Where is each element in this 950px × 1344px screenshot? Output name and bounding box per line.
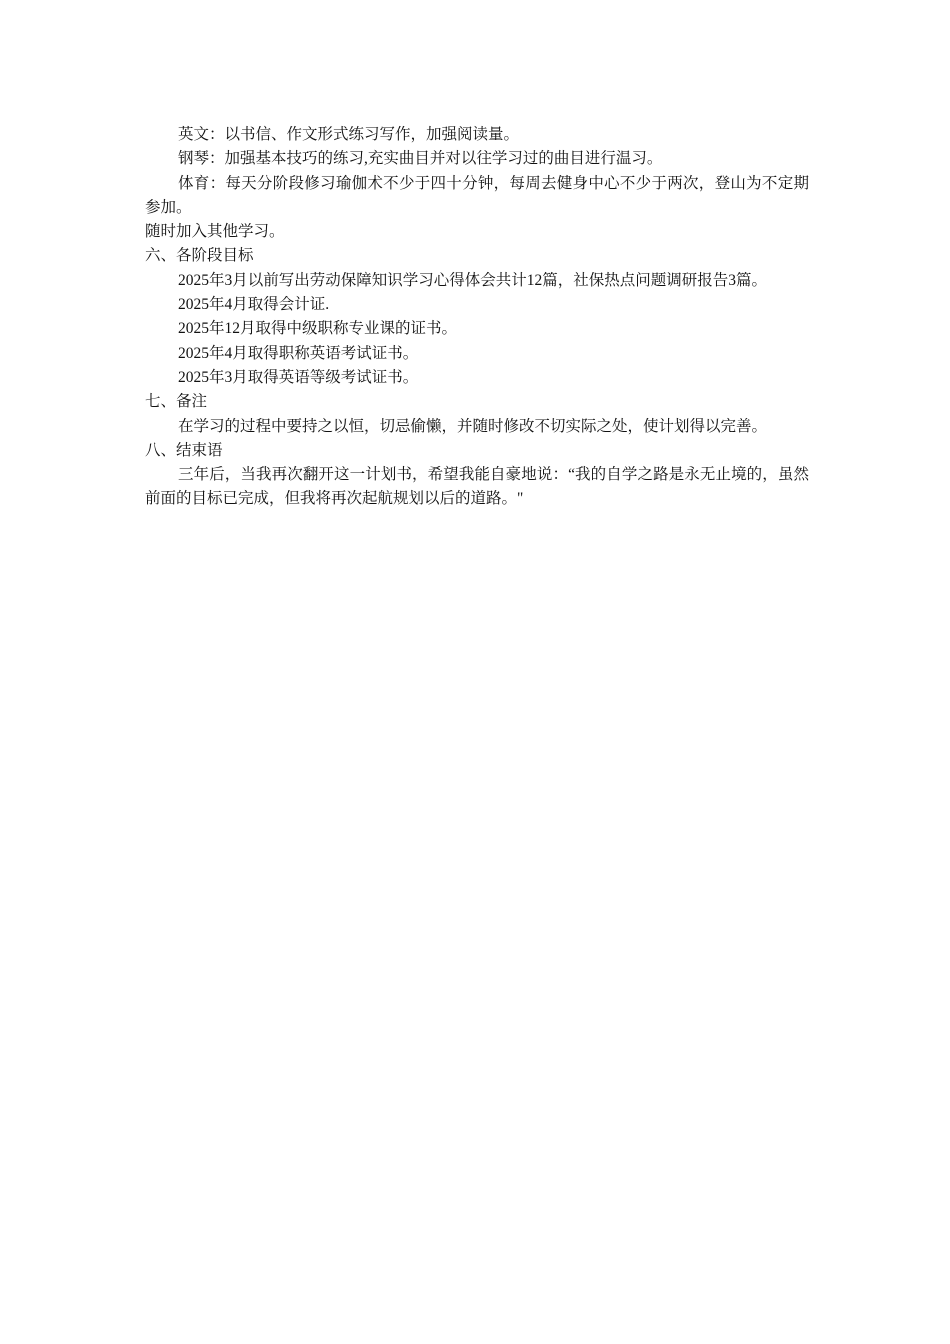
goal-item: 2025年3月取得英语等级考试证书。 — [178, 368, 419, 386]
goal-item: 2025年4月取得会计证. — [178, 296, 330, 314]
goal-item: 2025年4月取得职称英语考试证书。 — [178, 344, 419, 362]
section-heading-notes: 七、备注 — [145, 393, 208, 411]
goal-item: 2025年3月以前写出劳动保障知识学习心得体会共计12篇，社保热点问题调研报告3篇。 — [178, 271, 768, 289]
paragraph-piano: 钢琴：加强基本技巧的练习,充实曲目并对以往学习过的曲目进行温习。 — [178, 150, 663, 168]
paragraph-conclusion: 三年后，当我再次翻开这一计划书，希望我能自豪地说：“我的自学之路是永无止境的，虽然前面的目标已完成，但我将再次起航规划以后的道路。" — [145, 466, 809, 508]
paragraph-notes: 在学习的过程中要持之以恒，切忌偷懒，并随时修改不切实际之处，使计划得以完善。 — [178, 417, 768, 435]
section-heading-conclusion: 八、结束语 — [145, 441, 223, 459]
goal-item: 2025年12月取得中级职称专业课的证书。 — [178, 320, 458, 338]
section-heading-goals: 六、各阶段目标 — [145, 247, 254, 265]
paragraph-english: 英文：以书信、作文形式练习写作，加强阅读量。 — [178, 126, 520, 143]
paragraph-other-study: 随时加入其他学习。 — [145, 223, 285, 241]
paragraph-sports: 体育：每天分阶段修习瑜伽术不少于四十分钟，每周去健身中心不少于两次，登山为不定期参加。 — [145, 174, 809, 216]
document-body — [145, 123, 809, 512]
